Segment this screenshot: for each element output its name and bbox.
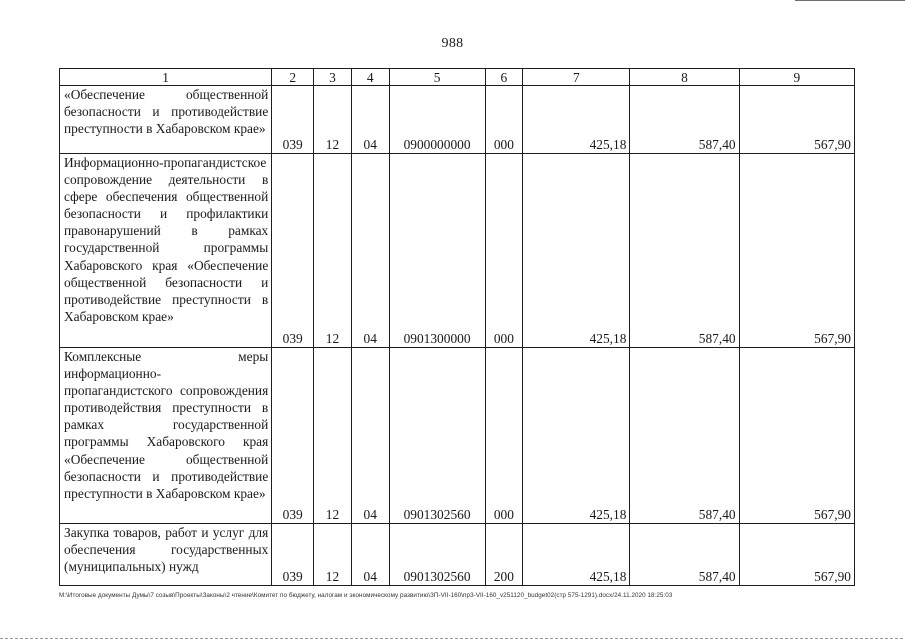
column-number: 1 xyxy=(60,69,272,86)
expense-name: Информационно-пропагандистское сопровождение деятельности в сфере обеспечения общественной безопасности и профилактики правонарушений в рамках государственной программы Хабаровского края «Обеспечение общественной безопасности и противодействие преступности в Хабаровском крае» xyxy=(60,154,272,348)
document-path-footer: M:\Итоговые документы Думы\7 созыв\Проекты\Законы\2 чтение\Комитет по бюджету, налогам и экономическому развитию\ЗП-VII-160\пр3-VII-160_v251120_budget02(стр 575-1291).docx/24.11.2020 18:25:03 xyxy=(59,592,673,599)
amount-year-2: 587,40 xyxy=(630,86,739,154)
subsection-code: 04 xyxy=(351,348,389,524)
column-number-row xyxy=(60,69,855,86)
budget-table xyxy=(59,68,855,586)
target-article-code: 0901302560 xyxy=(389,348,485,524)
expense-type-code: 200 xyxy=(485,524,523,586)
amount-year-1: 425,18 xyxy=(523,348,630,524)
amount-year-3: 567,90 xyxy=(739,86,854,154)
bottom-edge-rule xyxy=(0,638,905,639)
section-code: 12 xyxy=(314,86,352,154)
expense-name: Комплексные меры информационно-пропагандистского сопровождения противодействия преступности в рамках государственной программы Хабаровского края «Обеспечение общественной безопасности и противодействие преступности в Хабаровском крае» xyxy=(60,348,272,524)
section-code: 12 xyxy=(314,154,352,348)
amount-year-3: 567,90 xyxy=(739,348,854,524)
amount-year-1: 425,18 xyxy=(523,86,630,154)
table-row xyxy=(60,348,855,524)
column-number: 4 xyxy=(351,69,389,86)
target-article-code: 0900000000 xyxy=(389,86,485,154)
admin-code: 039 xyxy=(272,524,314,586)
section-code: 12 xyxy=(314,348,352,524)
admin-code: 039 xyxy=(272,154,314,348)
amount-year-2: 587,40 xyxy=(630,524,739,586)
expense-name: «Обеспечение общественной безопасности и противодействие преступности в Хабаровском крае» xyxy=(60,86,272,154)
amount-year-1: 425,18 xyxy=(523,154,630,348)
expense-type-code: 000 xyxy=(485,154,523,348)
expense-type-code: 000 xyxy=(485,86,523,154)
subsection-code: 04 xyxy=(351,524,389,586)
target-article-code: 0901302560 xyxy=(389,524,485,586)
subsection-code: 04 xyxy=(351,86,389,154)
table-row xyxy=(60,154,855,348)
table-row xyxy=(60,86,855,154)
amount-year-1: 425,18 xyxy=(523,524,630,586)
column-number: 9 xyxy=(739,69,854,86)
table-row xyxy=(60,524,855,586)
admin-code: 039 xyxy=(272,348,314,524)
subsection-code: 04 xyxy=(351,154,389,348)
expense-name: Закупка товаров, работ и услуг для обеспечения государственных (муниципальных) нужд xyxy=(60,524,272,586)
column-number: 2 xyxy=(272,69,314,86)
amount-year-3: 567,90 xyxy=(739,524,854,586)
page-number: 988 xyxy=(441,36,464,51)
column-number: 8 xyxy=(630,69,739,86)
expense-type-code: 000 xyxy=(485,348,523,524)
column-number: 5 xyxy=(389,69,485,86)
column-number: 3 xyxy=(314,69,352,86)
admin-code: 039 xyxy=(272,86,314,154)
column-number: 7 xyxy=(523,69,630,86)
section-code: 12 xyxy=(314,524,352,586)
amount-year-2: 587,40 xyxy=(630,348,739,524)
amount-year-2: 587,40 xyxy=(630,154,739,348)
column-number: 6 xyxy=(485,69,523,86)
target-article-code: 0901300000 xyxy=(389,154,485,348)
top-edge-rule xyxy=(795,0,905,1)
amount-year-3: 567,90 xyxy=(739,154,854,348)
